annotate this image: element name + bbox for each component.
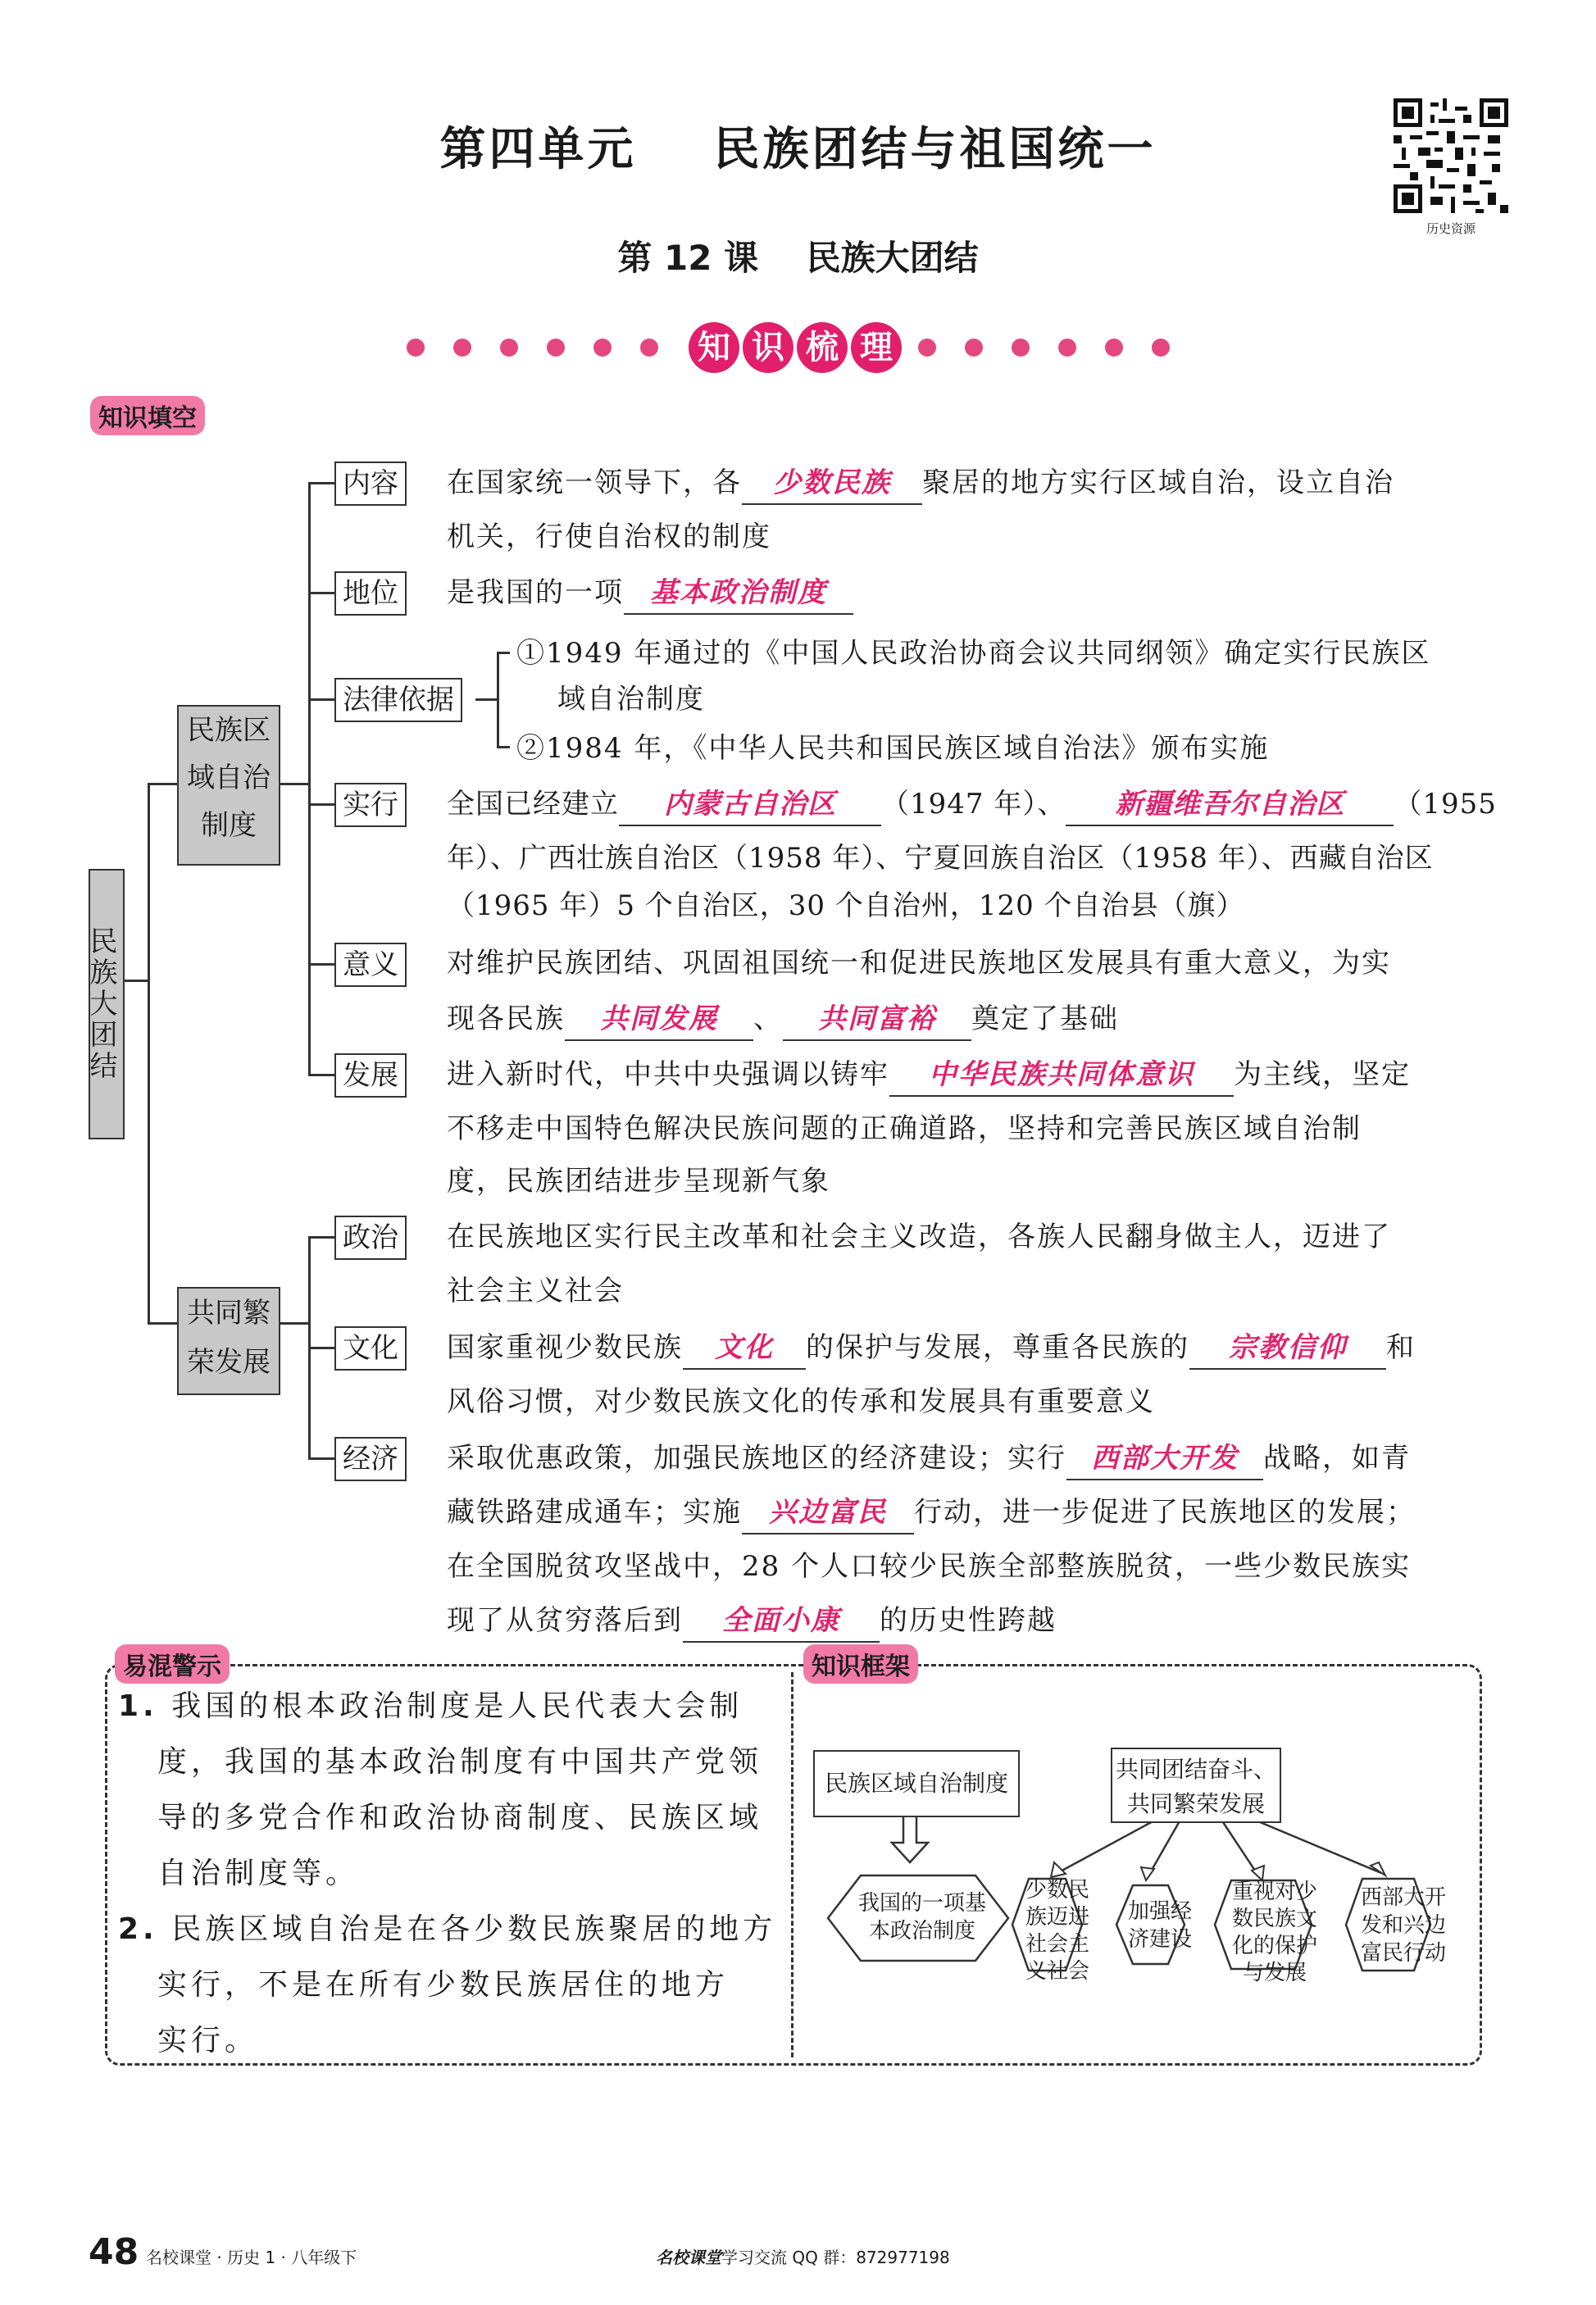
meaning-line-2: 现各民族 共同发展 、 共同富裕 奠定了基础 bbox=[447, 992, 1119, 1046]
framework-item-3: 重视对少 数民族文 化的保护 与发展 bbox=[1231, 1880, 1317, 1985]
branch-regional-autonomy bbox=[177, 705, 280, 866]
key-develop: 发展 bbox=[334, 1053, 407, 1098]
economy-line-4: 现了从贫穷落后到 全面小康 的历史性跨越 bbox=[447, 1593, 1057, 1648]
note-2-line-1: 2. 民族区域自治是在各少数民族聚居的地方 bbox=[118, 1912, 777, 1946]
framework-unity-box bbox=[1111, 1748, 1281, 1823]
culture-line-2: 风俗习惯，对少数民族文化的传承和发展具有重要意义 bbox=[447, 1385, 1155, 1418]
note-number: 2. bbox=[118, 1912, 158, 1946]
key-content: 内容 bbox=[334, 461, 407, 506]
culture-line-1: 国家重视少数民族 文化 的保护与发展，尊重各民族的 宗教信仰 和 bbox=[447, 1321, 1416, 1375]
root-node: 民族大团结 bbox=[89, 869, 125, 1139]
answer-blank[interactable]: 新疆维吾尔自治区 bbox=[1066, 784, 1394, 826]
banner-char-3: 梳 bbox=[797, 322, 848, 373]
key-politics: 政治 bbox=[334, 1216, 407, 1260]
framework-line: 共同繁荣发展 bbox=[1126, 1790, 1265, 1817]
note-1-line-2: 度，我国的基本政治制度有中国共产党领 bbox=[157, 1745, 763, 1779]
note-1-line-1: 1. 我国的根本政治制度是人民代表大会制 bbox=[118, 1689, 743, 1723]
footer-qq-group: 名校课堂学习交流 QQ 群：872977198 bbox=[656, 2248, 950, 2267]
lesson-title: 第 12 课 民族大团结 bbox=[617, 238, 979, 278]
arrow-head-icon bbox=[1141, 1867, 1154, 1880]
note-1-line-3: 导的多党合作和政治协商制度、民族区域 bbox=[157, 1801, 763, 1834]
banner-char-1: 知 bbox=[689, 322, 739, 373]
framework-item-4: 西部大开 发和兴边 富民行动 bbox=[1360, 1885, 1446, 1966]
arrow-down-icon bbox=[892, 1813, 928, 1862]
branch-line: 域自治 bbox=[187, 762, 271, 794]
economy-line-1: 采取优惠政策，加强民族地区的经济建设；实行 西部大开发 战略，如青 bbox=[447, 1431, 1411, 1485]
framework-item-2: 加强经 济建设 bbox=[1127, 1899, 1192, 1952]
qr-code[interactable] bbox=[1394, 98, 1508, 213]
key-economy: 经济 bbox=[334, 1437, 407, 1481]
law-line-2: ②1984 年，《中华人民共和国民族区域自治法》颁布实施 bbox=[516, 732, 1270, 765]
fill-blank-tag: 知识填空 bbox=[90, 396, 205, 435]
content-line-2: 机关，行使自治权的制度 bbox=[447, 521, 771, 553]
note-1-line-4: 自治制度等。 bbox=[157, 1857, 360, 1890]
note-2-line-3: 实行。 bbox=[157, 2024, 259, 2057]
framework-basic-system: 我国的一项基 本政治制度 bbox=[857, 1891, 986, 1944]
unit-title: 第四单元 民族团结与祖国统一 bbox=[439, 123, 1157, 176]
answer-blank[interactable]: 西部大开发 bbox=[1066, 1438, 1263, 1480]
qr-caption: 历史资源 bbox=[1425, 221, 1476, 236]
meaning-line-1: 对维护民族团结、巩固祖国统一和促进民族地区发展具有重大意义，为实 bbox=[447, 947, 1391, 980]
note-2-line-2: 实行，不是在所有少数民族居住的地方 bbox=[157, 1968, 730, 2002]
footer-brand: 名校课堂 bbox=[656, 2248, 721, 2267]
confusion-tag: 易混警示 bbox=[115, 1644, 230, 1684]
answer-blank[interactable]: 宗教信仰 bbox=[1189, 1327, 1386, 1370]
key-meaning: 意义 bbox=[334, 943, 407, 987]
footer-book-info: 名校课堂 · 历史 1 · 八年级下 bbox=[146, 2248, 357, 2267]
answer-blank[interactable]: 基本政治制度 bbox=[624, 572, 853, 615]
answer-blank[interactable]: 共同富裕 bbox=[783, 998, 971, 1041]
practice-line-1: 全国已经建立 内蒙古自治区 （1947 年）、 新疆维吾尔自治区 （1955 bbox=[447, 777, 1497, 831]
branch-line: 共同繁 bbox=[187, 1297, 271, 1330]
key-status: 地位 bbox=[334, 571, 407, 616]
content-line-1: 在国家统一领导下，各 少数民族 聚居的地方实行区域自治，设立自治 bbox=[447, 456, 1394, 510]
key-practice: 实行 bbox=[334, 783, 407, 827]
politics-line-1: 在民族地区实行民主改革和社会主义改造，各族人民翻身做主人，迈进了 bbox=[447, 1221, 1391, 1253]
panel-divider bbox=[791, 1672, 793, 2057]
banner-char-2: 识 bbox=[743, 322, 793, 373]
framework-regional-autonomy: 民族区域自治制度 bbox=[813, 1750, 1020, 1817]
answer-blank[interactable]: 全面小康 bbox=[683, 1600, 880, 1643]
develop-line-3: 度，民族团结进步呈现新气象 bbox=[447, 1165, 830, 1198]
law-line-1b: 域自治制度 bbox=[557, 683, 705, 716]
answer-blank[interactable]: 共同发展 bbox=[565, 998, 753, 1041]
branch-line: 荣发展 bbox=[187, 1346, 271, 1379]
key-culture: 文化 bbox=[334, 1326, 407, 1371]
key-law: 法律依据 bbox=[334, 678, 462, 722]
politics-line-2: 社会主义社会 bbox=[447, 1275, 624, 1307]
answer-blank[interactable]: 内蒙古自治区 bbox=[619, 784, 881, 826]
answer-blank[interactable]: 少数民族 bbox=[742, 462, 922, 505]
framework-tag: 知识框架 bbox=[803, 1644, 918, 1684]
answer-blank[interactable]: 兴边富民 bbox=[742, 1492, 914, 1534]
note-number: 1. bbox=[118, 1689, 158, 1723]
practice-line-3: （1965 年）5 个自治区，30 个自治州，120 个自治县（旗） bbox=[447, 889, 1245, 922]
branch-line: 制度 bbox=[201, 809, 257, 842]
status-line: 是我国的一项 基本政治制度 bbox=[447, 566, 853, 620]
framework-item-1: 少数民 族迈进 社会主 义社会 bbox=[1025, 1878, 1089, 1984]
framework-line: 共同团结奋斗、 bbox=[1115, 1756, 1276, 1783]
banner-char-4: 理 bbox=[851, 322, 902, 373]
answer-blank[interactable]: 文化 bbox=[683, 1327, 806, 1370]
answer-blank[interactable]: 中华民族共同体意识 bbox=[889, 1054, 1234, 1097]
branch-line: 民族区 bbox=[187, 714, 271, 747]
branch-common-prosperity bbox=[177, 1287, 280, 1395]
practice-line-2: 年）、广西壮族自治区（1958 年）、宁夏回族自治区（1958 年）、西藏自治区 bbox=[447, 842, 1434, 875]
develop-line-2: 不移走中国特色解决民族问题的正确道路，坚持和完善民族区域自治制 bbox=[447, 1112, 1362, 1145]
develop-line-1: 进入新时代，中共中央强调以铸牢 中华民族共同体意识 为主线，坚定 bbox=[447, 1048, 1411, 1102]
law-line-1: ①1949 年通过的《中国人民政治协商会议共同纲领》确定实行民族区 bbox=[516, 637, 1431, 670]
page-number: 48 bbox=[89, 2231, 139, 2273]
economy-line-2: 藏铁路建成通车；实施 兴边富民 行动，进一步促进了民族地区的发展； bbox=[447, 1485, 1416, 1539]
economy-line-3: 在全国脱贫攻坚战中，28 个人口较少民族全部整族脱贫，一些少数民族实 bbox=[447, 1550, 1412, 1583]
